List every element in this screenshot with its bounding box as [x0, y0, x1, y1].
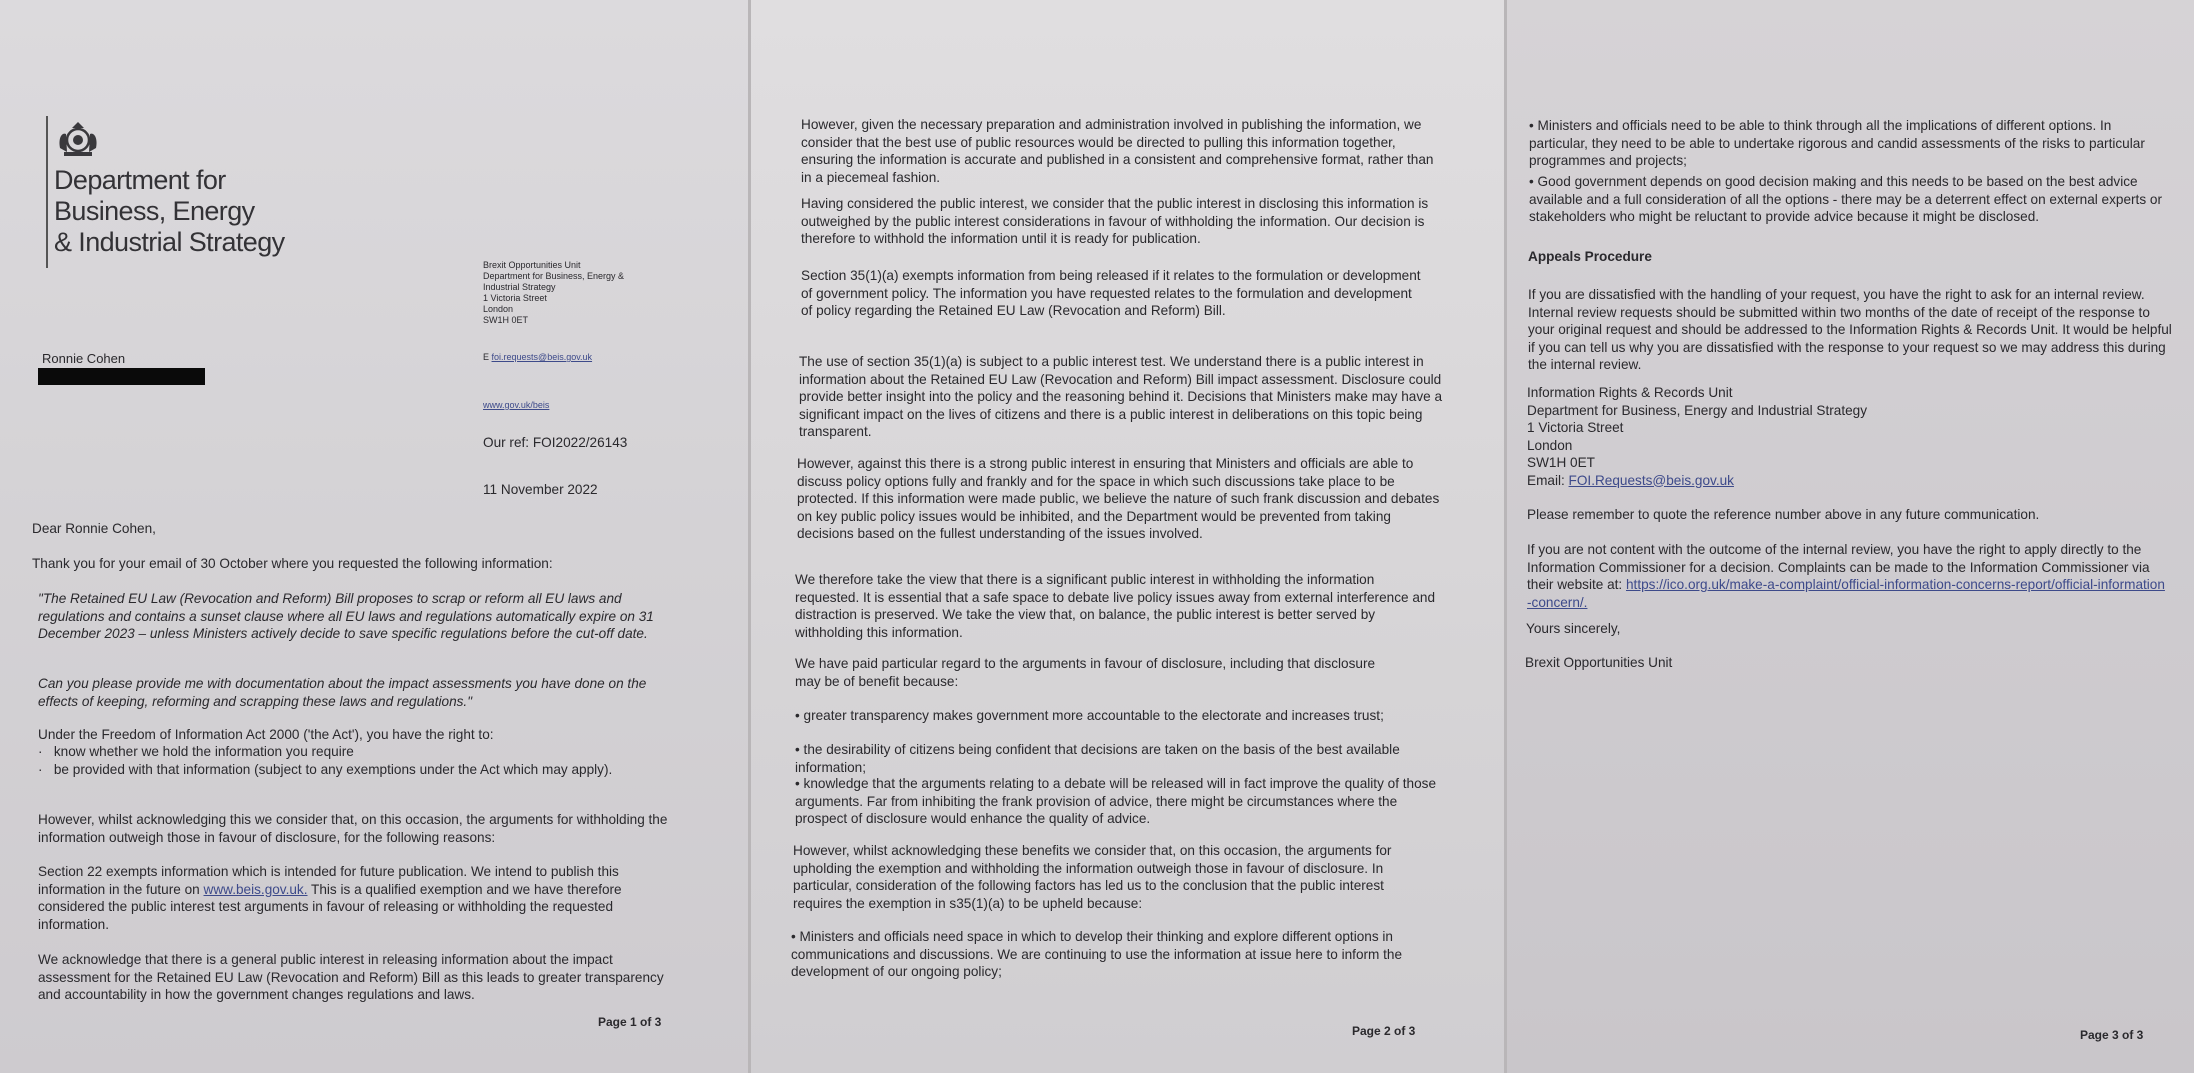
address-line: London [1527, 437, 1573, 453]
reference-number: Our ref: FOI2022/26143 [483, 435, 628, 450]
sender-address [483, 260, 624, 326]
paragraph: However, whilst acknowledging these benefits we consider that, on this occasion, the arguments for upholding the exemption and withholding the information outweigh those in favour of disclosure. In particular, consideration of the following factors has led us to the conclusion that the public interest requires the exemption in s35(1)(a) to be upheld because: [793, 843, 1392, 911]
paragraph: We acknowledge that there is a general public interest in releasing information about the impact assessment for the Retained EU Law (Revocation and Reform) Bill as this leads to greater transparency and accountability in how the government changes regulations and laws. [38, 952, 664, 1002]
department-line: Department for [54, 165, 226, 195]
address-line: Information Rights & Records Unit [1527, 385, 1733, 400]
bullet-item: • Ministers and officials need space in which to develop their thinking and explore different options in communications and discussions. We are continuing to use the information at issue here to inform the development of our ongoing policy; [791, 929, 1403, 979]
closing: Yours sincerely, [1526, 621, 1621, 636]
address-line: 1 Victoria Street [483, 293, 547, 303]
address-line: London [483, 304, 514, 314]
rights-list [38, 743, 668, 778]
paragraph: We therefore take the view that there is a significant public interest in withholding the information requested. It is essential that a safe space to debate live policy issues away from external interference and distraction is preserved. We take the view that, on balance, the public interest is better served by withholding this information. [795, 572, 1436, 640]
request-quote: "The Retained EU Law (Revocation and Reform) Bill proposes to scrap or reform all EU laws and regulations and contains a sunset clause where all EU laws and regulations automatically expire on 31 December 2023 – unless Ministers actively decide to save specific regulations before the cut-off date. [38, 591, 654, 641]
email-link[interactable]: FOI.Requests@beis.gov.uk [1568, 472, 1734, 488]
letter-page-2 [751, 0, 1504, 1073]
department-line: Business, Energy [54, 196, 255, 226]
paragraph: Having considered the public interest, we consider that the public interest in disclosing this information is outweighed by the public interest considerations in favour of withholding the information. Our decision is therefore to withhold the information until it is ready for publication. [801, 196, 1429, 246]
letter-page-3 [1507, 0, 2194, 1073]
logo-rule [46, 116, 48, 268]
signature: Brexit Opportunities Unit [1525, 655, 1673, 670]
paragraph: Please remember to quote the reference number above in any future communication. [1527, 507, 2040, 522]
page-footer: Page 3 of 3 [2080, 1028, 2144, 1042]
address-line: SW1H 0ET [1527, 455, 1595, 470]
ico-link[interactable]: https://ico.org.uk/make-a-complaint/official-information-concerns-report/official-information-concern/. [1527, 577, 2165, 610]
rights-item: · be provided with that information (subject to any exemptions under the Act which may apply). [38, 761, 613, 777]
email-label: E [483, 352, 490, 362]
department-name [54, 165, 285, 258]
address-line: SW1H 0ET [483, 315, 529, 325]
paragraph-section-22: Section 22 exempts information which is intended for future publication. We intend to publish this information in the future on www.beis.gov.uk. This is a qualified exemption and we have therefore considered the public interest test arguments in favour of releasing or withholding the requested information. [38, 864, 622, 932]
bullet-item: • Good government depends on good decision making and this needs to be based on the best advice available and a full consideration of all the options - there may be a deterrent effect on external experts or stakeholders who might be reluctant to provide advice because it might be disclosed. [1529, 174, 2162, 224]
address-line: Industrial Strategy [483, 282, 556, 292]
beis-link[interactable]: www.beis.gov.uk. [203, 881, 308, 897]
letter-date: 11 November 2022 [483, 482, 598, 497]
paragraph: Section 35(1)(a) exempts information from being released if it relates to the formulation or development of government policy. The information you have requested relates to the formulation and development of policy regarding the Retained EU Law (Revocation and Reform) Bill. [801, 268, 1421, 318]
bullet-item: • Ministers and officials need to be able to think through all the implications of different options. In particular, they need to be able to undertake rigorous and candid assessments of the risks to particular programmes and projects; [1529, 118, 2145, 168]
paragraph: The use of section 35(1)(a) is subject to a public interest test. We understand there is a public interest in information about the Retained EU Law (Revocation and Reform) Bill impact assessment. Disclosure could provide better insight into the policy and the reasoning behind it. Decisions that Ministers make may have a significant impact on the lives of citizens and there is a public interest in deliberations on this topic being transparent. [799, 354, 1443, 439]
sender-email [483, 352, 592, 363]
paragraph-ico: If you are not content with the outcome of the internal review, you have the right to apply directly to the Information Commissioner for a decision. Complaints can be made to the Information Commissioner via their website at: https://ico.org.uk/make-a-complaint/official-information-concerns-report/official-information-concern/. [1527, 542, 2165, 610]
paragraph: However, against this there is a strong public interest in ensuring that Ministers and officials are able to discuss policy options fully and frankly and for the space in which such discussions take place to be protected. If this information were made public, we believe the nature of such frank discussion and debates on key public policy issues would be inhibited, and the Department would be prevented from taking decisions based on the fullest understanding of the issues involved. [797, 456, 1440, 541]
address-line: Department for Business, Energy & [483, 271, 625, 281]
bullet-item: • greater transparency makes government more accountable to the electorate and increases trust; [795, 708, 1384, 723]
paragraph: We have paid particular regard to the arguments in favour of disclosure, including that disclosure may be of benefit because: [795, 656, 1376, 689]
appeals-address [1527, 384, 1867, 489]
page-footer: Page 2 of 3 [1352, 1024, 1416, 1038]
rights-intro: Under the Freedom of Information Act 2000 ('the Act'), you have the right to: [38, 727, 494, 742]
address-line: Brexit Opportunities Unit [483, 260, 581, 270]
bullet-item: • the desirability of citizens being confident that decisions are taken on the basis of the best available information; [795, 742, 1400, 775]
address-line: Department for Business, Energy and Industrial Strategy [1527, 402, 1868, 418]
email-link[interactable]: foi.requests@beis.gov.uk [491, 352, 593, 362]
website-link[interactable]: www.gov.uk/beis [483, 400, 550, 410]
recipient-name: Ronnie Cohen [42, 351, 126, 366]
request-quote: Can you please provide me with documentation about the impact assessments you have done on the effects of keeping, reforming and scrapping these laws and regulations." [38, 676, 647, 709]
rights-item: · know whether we hold the information you require [38, 744, 354, 759]
email-line: Email: FOI.Requests@beis.gov.uk [1527, 472, 1734, 488]
royal-crest-icon [54, 118, 102, 160]
page-footer: Page 1 of 3 [598, 1015, 662, 1029]
paragraph: If you are dissatisfied with the handling of your request, you have the right to ask for an internal review. Internal review requests should be submitted within two months of the date of receipt of the response to your original request and should be addressed to the Information Rights & Records Unit. It would be helpful if you can tell us why you are dissatisfied with the response to your request so we may address this during the internal review. [1528, 287, 2172, 372]
paragraph: However, whilst acknowledging this we consider that, on this occasion, the arguments for withholding the information outweigh those in favour of disclosure, for the following reasons: [38, 812, 668, 845]
letter-page-1 [0, 0, 748, 1073]
paragraph: However, given the necessary preparation and administration involved in publishing the information, we consider that the best use of public resources would be directed to pulling this information together, ensuring the information is accurate and published in a consistent and comprehensive format, rather than in a piecemeal fashion. [801, 117, 1434, 185]
salutation: Dear Ronnie Cohen, [32, 521, 156, 536]
appeals-heading: Appeals Procedure [1528, 249, 1652, 264]
intro-paragraph: Thank you for your email of 30 October where you requested the following information: [32, 556, 553, 571]
department-line: & Industrial Strategy [54, 227, 285, 257]
bullet-item: • knowledge that the arguments relating to a debate will be released will in fact improve the quality of those arguments. Far from inhibiting the frank provision of advice, there might be circumstances where the prospect of disclosure would enhance the quality of advice. [795, 776, 1437, 826]
address-line: 1 Victoria Street [1527, 420, 1624, 435]
redaction-bar [38, 368, 205, 385]
